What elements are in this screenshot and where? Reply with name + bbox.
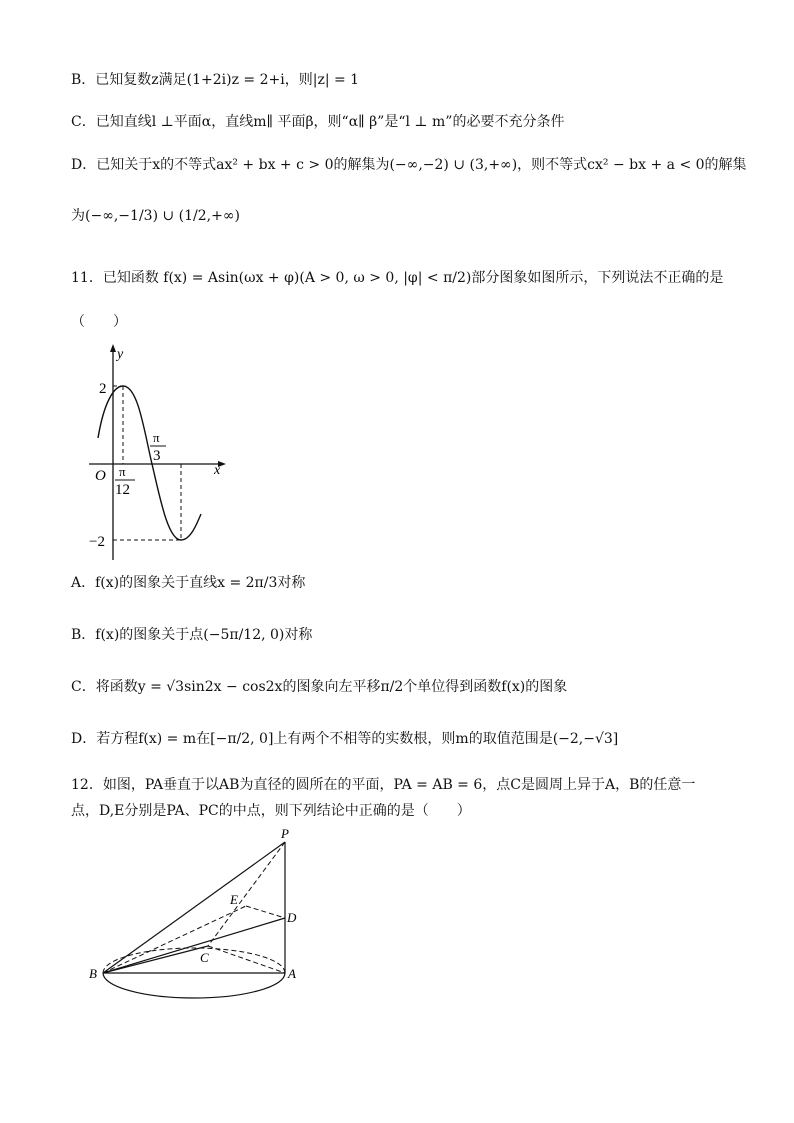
x-axis-label: x bbox=[214, 463, 221, 478]
q10-option-b-text: B．已知复数z满足(1+2i)z = 2+i，则|z| = 1 bbox=[71, 72, 360, 88]
q12-stem-line2 bbox=[71, 801, 471, 821]
q11-option-c-text: C．将函数y = √3sin2x − cos2x的图象向左平移π/2个单位得到函数f(x)的图象 bbox=[71, 679, 568, 695]
base-ellipse-front bbox=[103, 973, 285, 998]
edge-BE bbox=[103, 906, 246, 973]
q10-option-d bbox=[71, 155, 747, 175]
y-max-label: 2 bbox=[99, 381, 107, 397]
q10-option-d-text-2: 为(−∞,−1/3) ∪ (1/2,+∞) bbox=[71, 208, 240, 224]
tick-pi3-num: π bbox=[153, 430, 160, 445]
q10-option-b bbox=[71, 70, 359, 90]
y-axis-arrow bbox=[110, 344, 116, 352]
base-ellipse-back bbox=[103, 948, 285, 973]
q10-option-d-continued bbox=[71, 206, 240, 226]
q11-option-d bbox=[71, 729, 618, 749]
label-B: B bbox=[89, 966, 97, 981]
q10-option-d-text: D．已知关于x的不等式ax² + bx + c > 0的解集为(−∞,−2) ∪ (3,+∞)，则不等式cx² − bx + a < 0的解集 bbox=[71, 157, 747, 173]
q10-option-c bbox=[71, 112, 564, 132]
answer-paren: （ ） bbox=[71, 314, 127, 330]
q12-stem-line1 bbox=[71, 775, 695, 795]
label-D: D bbox=[287, 910, 297, 925]
q10-option-c-text: C．已知直线l ⊥平面α，直线m∥ 平面β，则“α∥ β”是“l ⊥ m”的必要不充分条件 bbox=[71, 114, 565, 130]
q11-answer-paren bbox=[71, 312, 127, 332]
y-axis-label: y bbox=[117, 347, 124, 362]
label-E: E bbox=[230, 892, 238, 907]
q11-stem-text: 11．已知函数 f(x) = Asin(ωx + φ)(A > 0, ω > 0, |φ| < π/2)部分图象如图所示，下列说法不正确的是 bbox=[71, 270, 724, 286]
edge-CA bbox=[208, 946, 285, 973]
edge-BD bbox=[103, 918, 285, 973]
q11-stem bbox=[71, 268, 723, 288]
q11-option-b-text: B．f(x)的图象关于点(−5π/12, 0)对称 bbox=[71, 627, 313, 643]
edge-PB bbox=[103, 842, 285, 973]
y-min-label: −2 bbox=[89, 534, 105, 550]
tick-pi3-den: 3 bbox=[153, 448, 161, 464]
label-A: A bbox=[288, 966, 296, 981]
q11-option-a-text: A．f(x)的图象关于直线x = 2π/3对称 bbox=[71, 575, 306, 591]
label-C: C bbox=[200, 950, 209, 965]
edge-ED bbox=[246, 906, 285, 918]
origin-label: O bbox=[95, 468, 106, 484]
q11-option-c bbox=[71, 677, 567, 697]
q11-option-b bbox=[71, 625, 312, 645]
tick-pi12-den: 12 bbox=[115, 482, 130, 498]
cone-figure bbox=[86, 826, 316, 1002]
q11-option-d-text: D．若方程f(x) = m在[−π/2, 0]上有两个不相等的实数根，则m的取值范围是(−2,−√3] bbox=[71, 731, 619, 747]
q11-option-a bbox=[71, 573, 305, 593]
q12-stem-text-2: 点，D,E分别是PA、PC的中点，则下列结论中正确的是（ ） bbox=[71, 803, 471, 819]
q12-stem-text-1: 12．如图，PA垂直于以AB为直径的圆所在的平面，PA = AB = 6，点C是圆周上异于A，B的任意一 bbox=[71, 777, 696, 793]
sine-graph bbox=[86, 340, 236, 562]
tick-pi12-num: π bbox=[119, 464, 126, 479]
edge-PC bbox=[208, 842, 285, 946]
label-P: P bbox=[281, 826, 289, 841]
